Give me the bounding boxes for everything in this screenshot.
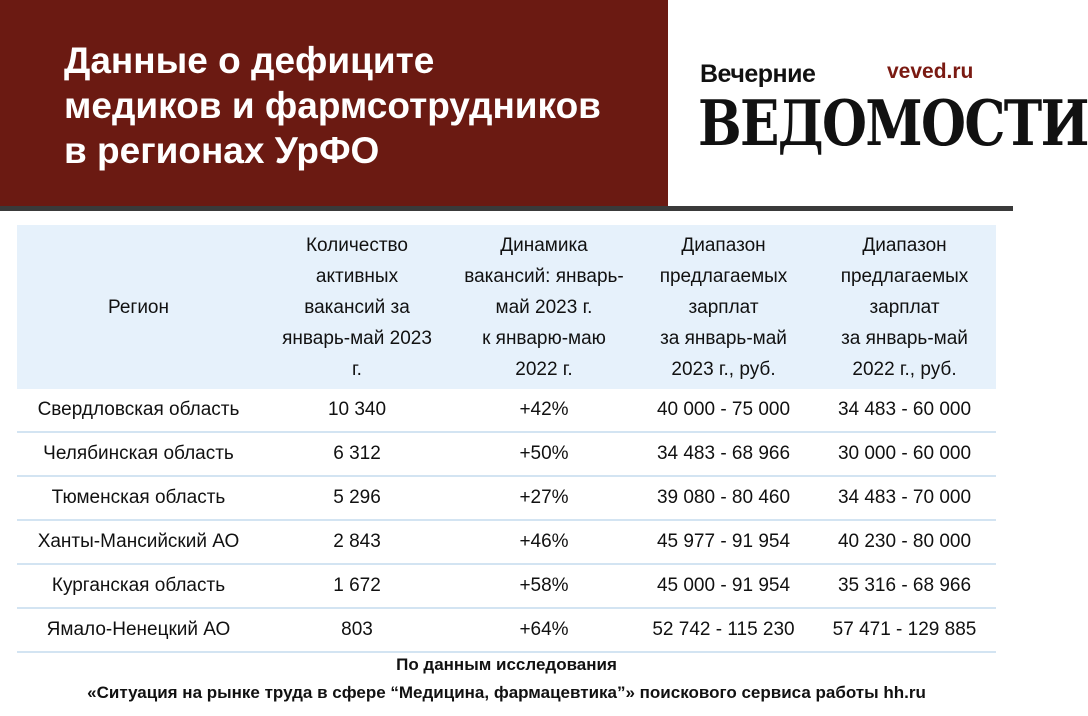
cell-dynamics: +64% [519, 619, 569, 640]
cell-dynamics: +58% [519, 575, 569, 596]
logo-small-text: Вечерние [700, 60, 816, 88]
header-line: зарплат [688, 296, 759, 318]
header-line: 2023 г., руб. [671, 358, 776, 380]
header-line: предлагаемых [659, 265, 788, 287]
cell-salary-2023: 52 742 - 115 230 [652, 619, 795, 640]
source-note [0, 651, 1013, 707]
header-line: январь-май 2023 [282, 327, 432, 349]
title-line: медиков и фармсотрудников [64, 85, 601, 126]
logo-main-text: ВЕДОМОСТИ [698, 86, 1088, 160]
cell-region: Курганская область [51, 575, 226, 596]
cell-salary-2023: 45 977 - 91 954 [656, 531, 791, 552]
cell-vacancies: 803 [341, 619, 373, 640]
cell-vacancies: 6 312 [333, 443, 381, 464]
cell-salary-2022: 34 483 - 60 000 [837, 399, 972, 420]
cell-dynamics: +50% [519, 443, 569, 464]
cell-salary-2023: 45 000 - 91 954 [656, 575, 791, 596]
cell-region: Свердловская область [37, 399, 240, 420]
header-salary-2023 [634, 225, 813, 389]
header-line: активных [315, 265, 399, 287]
cell-dynamics: +46% [519, 531, 569, 552]
header-line: 2022 г., руб. [852, 358, 957, 380]
cell-salary-2022: 57 471 - 129 885 [832, 619, 977, 640]
cell-salary-2023: 39 080 - 80 460 [656, 487, 791, 508]
title-line: Данные о дефиците [64, 40, 435, 81]
header-line: май 2023 г. [495, 296, 593, 318]
header-line: к январю-маю [482, 327, 606, 349]
header-dynamics [454, 225, 634, 389]
header-line: Регион [107, 296, 169, 318]
table-row [17, 389, 996, 433]
header-divider [0, 206, 1013, 211]
header-line: Диапазон [681, 234, 766, 256]
header-line: 2022 г. [515, 358, 573, 380]
table-row [17, 433, 996, 477]
cell-salary-2022: 30 000 - 60 000 [837, 443, 972, 464]
source-line: «Ситуация на рынке труда в сфере “Медицина, фармацевтика”» поискового сервиса работы hh.ru [87, 683, 926, 702]
header-salary-2022 [813, 225, 996, 389]
cell-salary-2023: 34 483 - 68 966 [656, 443, 791, 464]
cell-vacancies: 2 843 [333, 531, 381, 552]
header-line: Количество [305, 234, 409, 256]
cell-vacancies: 10 340 [327, 399, 387, 420]
table-header [17, 225, 996, 389]
title-line: в регионах УрФО [64, 130, 380, 171]
table-row [17, 565, 996, 609]
cell-region: Тюменская область [51, 487, 226, 508]
cell-salary-2022: 35 316 - 68 966 [837, 575, 972, 596]
header-line: вакансий: январь- [464, 265, 624, 287]
header-line: Динамика [500, 234, 588, 256]
header-line: г. [352, 358, 362, 380]
page-title [64, 38, 664, 173]
data-table [17, 225, 996, 653]
title-block [0, 0, 668, 206]
cell-vacancies: 5 296 [333, 487, 381, 508]
header-vacancies [260, 225, 454, 389]
header-line: предлагаемых [840, 265, 969, 287]
header-line: вакансий за [304, 296, 410, 318]
header-line: за январь-май [660, 327, 787, 349]
table-row [17, 477, 996, 521]
cell-region: Ханты-Мансийский АО [37, 531, 240, 552]
cell-salary-2023: 40 000 - 75 000 [656, 399, 791, 420]
cell-region: Челябинская область [43, 443, 234, 464]
source-line: По данным исследования [396, 655, 617, 674]
header-line: Диапазон [862, 234, 947, 256]
table-row [17, 521, 996, 565]
header-region [17, 225, 260, 389]
cell-dynamics: +42% [519, 399, 569, 420]
cell-salary-2022: 40 230 - 80 000 [837, 531, 972, 552]
header [0, 0, 1088, 206]
cell-dynamics: +27% [519, 487, 569, 508]
header-line: зарплат [869, 296, 940, 318]
logo-url[interactable]: veved.ru [887, 60, 974, 83]
header-line: за январь-май [841, 327, 968, 349]
cell-vacancies: 1 672 [333, 575, 381, 596]
table-row [17, 609, 996, 653]
cell-salary-2022: 34 483 - 70 000 [837, 487, 972, 508]
cell-region: Ямало-Ненецкий АО [46, 619, 231, 640]
